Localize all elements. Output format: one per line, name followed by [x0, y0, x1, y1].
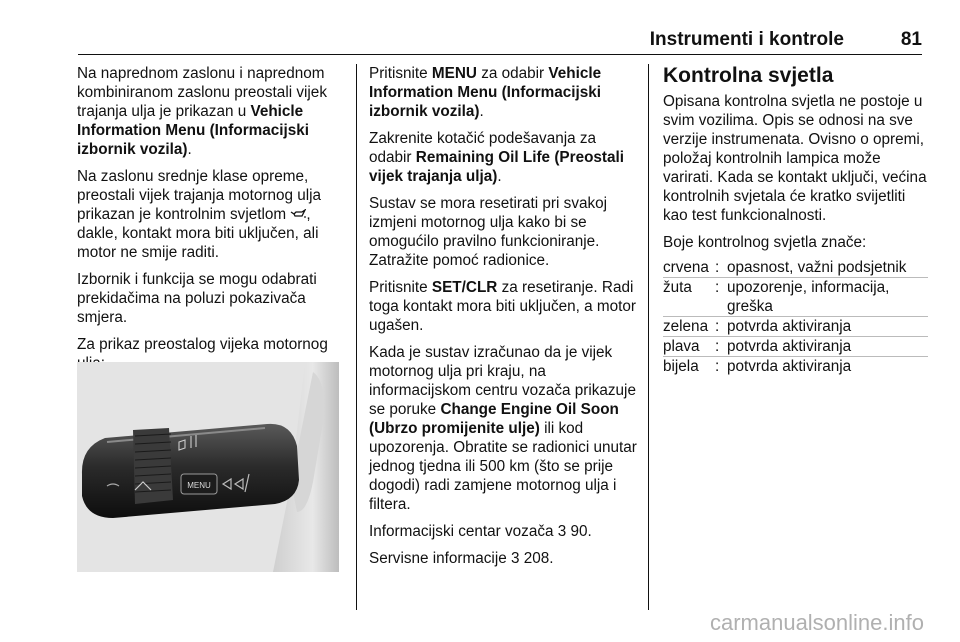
oil-can-icon	[290, 205, 306, 224]
paragraph: Izbornik i funkcija se mogu odabrati prekidačima na poluzi pokazivača smjera.	[77, 271, 317, 326]
table-row: bijela : potvrda aktiviranja	[663, 358, 852, 375]
paragraph: Na zaslonu srednje klase opreme, preostali vijek trajanja motornog ulja prikazan je kontrolnim svjetlom , dakle, kontakt mora biti uključen, ali motor ne smije raditi.	[77, 168, 322, 261]
paragraph: Na naprednom zaslonu i naprednom kombiniranom zaslonu preostali vijek trajanja ulja je prikazan u Vehicle Information Menu (Informacijski izbornik vozila).	[77, 65, 327, 158]
watermark: carmanualsonline.info	[709, 610, 924, 635]
section-heading: Kontrolna svjetla	[663, 64, 834, 87]
paragraph: Informacijski centar vozača 3 90.	[369, 523, 592, 540]
page-reference[interactable]: 208	[523, 550, 550, 567]
paragraph: Kada je sustav izračunao da je vijek motornog ulja pri kraju, na informacijskom centru vozača prikazuje se poruke Change Engine Oil Soon (Ubrzo promijenite ulje) ili kod upozorenja. Obratite se radionici unutar jednog tjedna ili 500 km (što se prije dogodi) radi zamjene motornog ulja i filtera.	[369, 344, 637, 513]
page-number: 81	[900, 29, 922, 50]
paragraph: Za prikaz preostalog vijeka motornog	[77, 336, 328, 353]
column-middle	[369, 64, 637, 576]
table-row: žuta : upozorenje, informacija, greška	[663, 278, 928, 317]
paragraph: Pritisnite SET/CLR za resetiranje. Radi toga kontakt mora biti uključen, a motor ugašen.	[369, 279, 636, 334]
paragraph: Boje kontrolnog svjetla znače:	[663, 234, 867, 251]
table-row: plava : potvrda aktiviranja	[663, 337, 928, 357]
column-divider	[356, 64, 357, 610]
page-reference-arrow-icon: 3	[510, 550, 520, 567]
column-left	[77, 64, 349, 381]
page-reference[interactable]: 90	[570, 523, 588, 540]
page-reference-arrow-icon: 3	[557, 523, 567, 540]
paragraph: Opisana kontrolna svjetla ne postoje u svim vozilima. Opis se odnosi na sve verzije instrumenata. Ovisno o opremi, položaj kontrolnih lampica može varirati. Kada se kontakt uključi, većina kontrolnih svjetala će kratko svijetliti kao test funkcionalnosti.	[663, 93, 927, 224]
table-row: zelena : potvrda aktiviranja	[663, 317, 928, 337]
paragraph: Zakrenite kotačić podešavanja za odabir Remaining Oil Life (Preostali vijek trajanja ulja).	[369, 130, 625, 185]
column-right	[663, 64, 928, 376]
paragraph: Pritisnite MENU za odabir Vehicle Information Menu (Informacijski izbornik vozila).	[369, 65, 602, 120]
paragraph: Sustav se mora resetirati pri svakoj izmjeni motornog ulja kako bi se omogućilo pravilno funkcioniranje. Zatražite pomoć radionice.	[369, 195, 608, 269]
menu-button-label: MENU	[187, 481, 211, 490]
header-title: Instrumenti i kontrole	[649, 29, 844, 50]
page-header	[78, 28, 922, 55]
turn-signal-lever-figure	[77, 362, 339, 572]
color-meaning-table	[663, 258, 928, 376]
table-row: crvena : opasnost, važni podsjetnik	[663, 258, 928, 278]
column-divider	[648, 64, 649, 610]
paragraph: Servisne informacije 3 208.	[369, 550, 554, 567]
